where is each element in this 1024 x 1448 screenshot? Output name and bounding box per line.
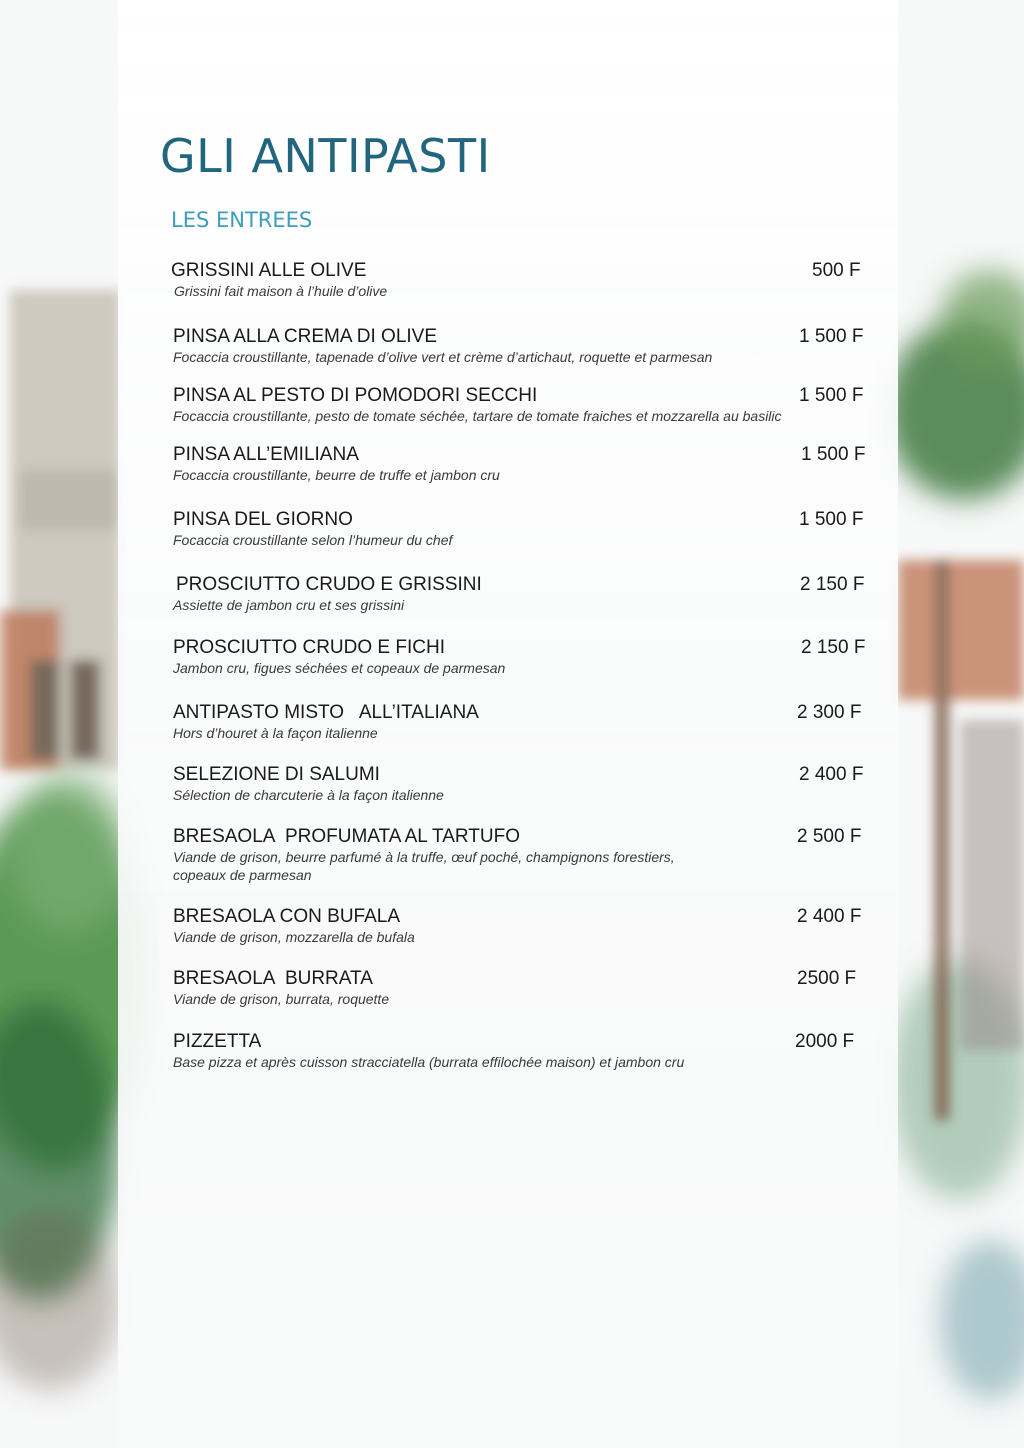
menu-item [173, 444, 873, 484]
item-description: Viande de grison, burrata, roquette [173, 991, 390, 1007]
item-price: 1 500 F [799, 326, 864, 347]
item-name: PROSCIUTTO CRUDO E FICHI [173, 637, 445, 658]
menu-item [173, 702, 873, 742]
menu-item [173, 385, 873, 425]
menu-item [173, 968, 873, 1008]
item-description: Sélection de charcuterie à la façon italienne [173, 787, 444, 803]
item-price: 1 500 F [799, 385, 864, 406]
item-description: Focaccia croustillante selon l’humeur du chef [173, 532, 453, 548]
item-description: Jambon cru, figues séchées et copeaux de parmesan [173, 660, 506, 676]
menu-item [173, 326, 873, 366]
item-name: SELEZIONE DI SALUMI [173, 764, 380, 785]
menu-item [173, 574, 873, 614]
menu-item [171, 260, 871, 300]
menu-item [173, 1031, 873, 1071]
item-description: Base pizza et après cuisson stracciatella (burrata effilochée maison) et jambon cru [173, 1054, 685, 1070]
item-name: ANTIPASTO MISTO ALL’ITALIANA [173, 702, 479, 723]
page-title: GLI ANTIPASTI [160, 129, 491, 183]
menu-item [173, 637, 873, 677]
item-name: PINSA ALLA CREMA DI OLIVE [173, 326, 438, 347]
item-name: PINSA DEL GIORNO [173, 509, 353, 530]
item-description: Grissini fait maison à l’huile d’olive [174, 283, 388, 299]
item-description: Focaccia croustillante, beurre de truffe et jambon cru [173, 467, 500, 483]
menu-item [173, 826, 873, 884]
item-price: 2 400 F [799, 764, 864, 785]
item-price: 2 400 F [797, 906, 862, 927]
item-price: 500 F [812, 260, 861, 281]
item-name: BRESAOLA BURRATA [173, 968, 373, 989]
item-price: 2 150 F [801, 637, 866, 658]
item-name: BRESAOLA CON BUFALA [173, 906, 401, 927]
item-description: Focaccia croustillante, tapenade d’olive vert et crème d’artichaut, roquette et parmesan [173, 349, 713, 365]
item-name: BRESAOLA PROFUMATA AL TARTUFO [173, 826, 521, 847]
item-description: Focaccia croustillante, pesto de tomate séchée, tartare de tomate fraiches et mozzarella au basilic [173, 408, 782, 424]
menu-item [173, 906, 873, 946]
page-subtitle: LES ENTREES [171, 208, 313, 232]
item-description: Viande de grison, beurre parfumé à la truffe, œuf poché, champignons forestiers, [173, 849, 675, 865]
item-price: 1 500 F [801, 444, 866, 465]
item-price: 2 150 F [800, 574, 865, 595]
item-price: 1 500 F [799, 509, 864, 530]
item-description: Assiette de jambon cru et ses grissini [173, 597, 405, 613]
item-name: PIZZETTA [173, 1031, 262, 1052]
item-price: 2000 F [795, 1031, 855, 1052]
item-name: PINSA ALL’EMILIANA [173, 444, 359, 465]
menu-item [173, 764, 873, 804]
item-description: Hors d’houret à la façon italienne [173, 725, 378, 741]
item-name: PROSCIUTTO CRUDO E GRISSINI [176, 574, 482, 595]
item-name: GRISSINI ALLE OLIVE [171, 260, 367, 281]
item-name: PINSA AL PESTO DI POMODORI SECCHI [173, 385, 538, 406]
item-price: 2500 F [797, 968, 857, 989]
item-price: 2 300 F [797, 702, 862, 723]
item-description: Viande de grison, mozzarella de bufala [173, 929, 415, 945]
menu-item [173, 509, 873, 549]
item-description-continued: copeaux de parmesan [173, 867, 312, 883]
item-price: 2 500 F [797, 826, 862, 847]
